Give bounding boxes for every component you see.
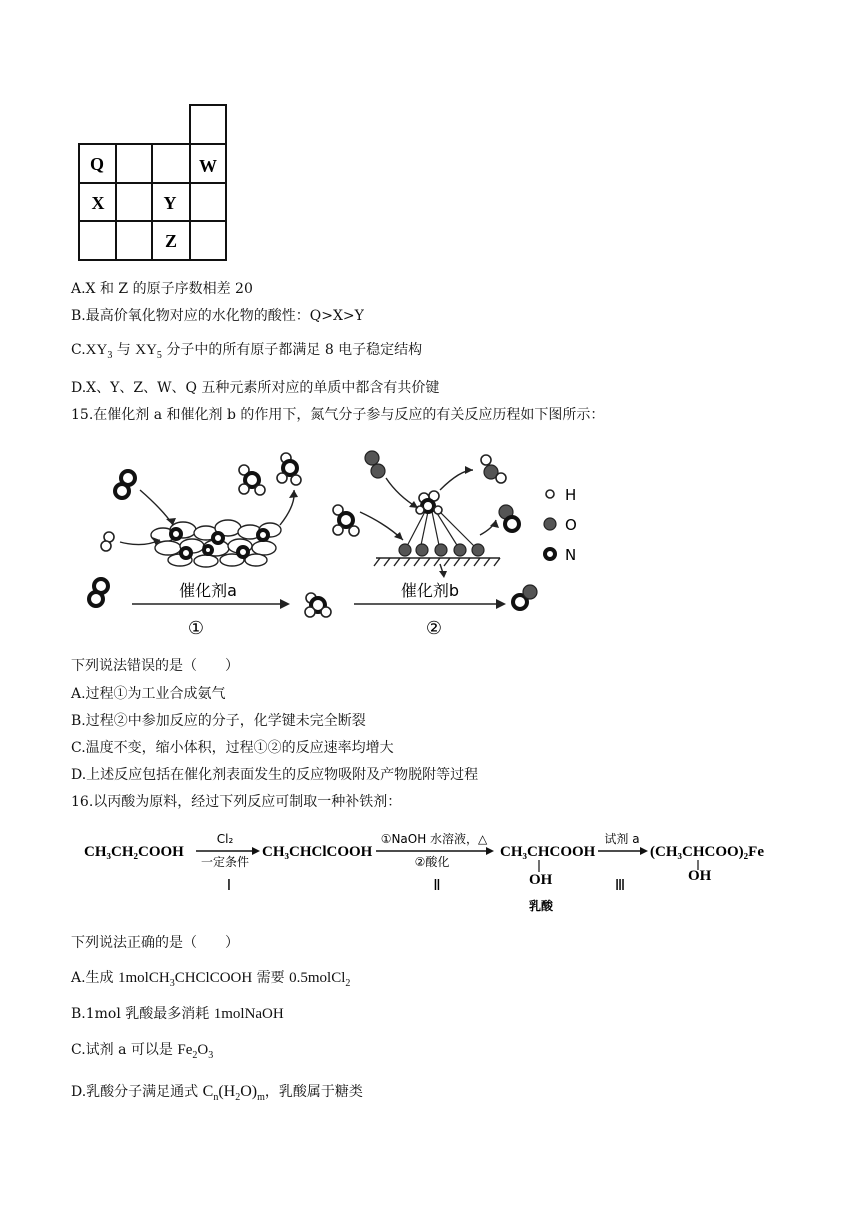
q16-option-c: C.试剂 a 可以是 $Fe_2O_3$ [71,1042,214,1061]
reaction-scheme [80,822,780,918]
q16-option-a: A.生成 1molCH$_3$CHClCOOH 需要 0.5molCl$_2$ [71,970,351,989]
q14-option-c: $C.XY_3$ 与 $XY_5$ 分子中的所有原子都满足 8 电子稳定结构 [71,342,423,361]
chloropropanoic-acid: CH₃CHClCOOH [262,844,373,860]
n2-molecule-top [115,471,135,498]
legend-n-label: N [565,546,577,564]
q16-option-b: B.1mol 乳酸最多消耗 1molNaOH [71,1006,284,1022]
step-1-label: ① [187,618,205,639]
iron-lactate-oh: OH [688,868,712,884]
q16-stem: 16.以丙酸为原料，经过下列反应可制取一种补铁剂： [71,794,402,810]
arrow-1-reagent: Cl₂ [216,832,234,846]
catalyst-a-label: 催化剂a [179,581,237,600]
q14-option-b: B.最高价氧化物对应的水化物的酸性：Q>X>Y [71,308,364,324]
q16-question: 下列说法正确的是（ ） [71,935,239,951]
q15-option-d: D.上述反应包括在催化剂表面发生的反应物吸附及产物脱附等过程 [71,767,479,783]
no-product-bottom [513,585,537,609]
step-iii-label: Ⅲ [614,878,626,894]
lactic-acid-name: 乳酸 [529,899,554,913]
periodic-table-fragment [78,104,228,262]
step-i-label: Ⅰ [226,878,232,894]
lactic-acid: CH₃CHCOOH [500,844,596,860]
q15-stem: 15.在催化剂 a 和催化剂 b 的作用下，氮气分子参与反应的有关反应历程如下图所示： [71,407,605,423]
arrow-3-reagent: 试剂 a [604,832,640,846]
cell-w: W [199,156,217,176]
cell-y: Y [163,193,177,213]
arrow-2-condition: ②酸化 [414,855,450,869]
catalyst-b-label: 催化剂b [400,581,460,600]
propanoic-acid: CH₃CH₂COOH [84,844,184,860]
h2o-product [481,455,506,483]
q16-option-d: D.乳酸分子满足通式 $C_n(H_2O)_m$，乳酸属于糖类 [71,1083,363,1103]
q14-option-d: D.X、Y、Z、W、Q 五种元素所对应的单质中都含有共价键 [71,380,440,396]
q14-option-a: A.X 和 Z 的原子序数相差 20 [71,281,253,297]
cell-x: X [91,193,105,213]
legend-h-label: H [565,486,577,504]
arrow-2-reagent: ①NaOH 水溶液，△ [380,832,488,846]
adsorbed-o-atoms [399,544,484,556]
step-ii-label: Ⅱ [433,878,441,894]
reaction-mechanism-diagram [68,440,608,645]
nh3-product-top-2 [277,453,301,485]
cell-q: Q [89,154,105,174]
iron-lactate: (CH₃CHCOO)₂Fe [650,844,764,860]
h2-molecule-left [101,532,114,551]
nh3-reactant-b [333,505,359,536]
no-product-right [499,505,519,531]
legend-o-label: O [565,516,577,534]
o2-molecule-b [365,451,385,478]
arrow-1-condition: 一定条件 [200,855,250,869]
q15-option-a: A.过程①为工业合成氨气 [71,686,226,702]
nh3-intermediate [305,593,331,617]
n2-molecule-bottom [89,579,108,606]
cell-z: Z [164,231,178,251]
legend [544,486,577,564]
lactic-acid-oh: OH [529,872,553,888]
q15-option-c: C.温度不变，缩小体积，过程①②的反应速率均增大 [71,740,394,756]
q15-question: 下列说法错误的是（ ） [71,658,239,674]
step-2-label: ② [425,618,443,639]
nh3-product-top [239,465,265,495]
catalyst-b-surface [374,558,500,566]
q15-option-b: B.过程②中参加反应的分子，化学键未完全断裂 [71,713,366,729]
